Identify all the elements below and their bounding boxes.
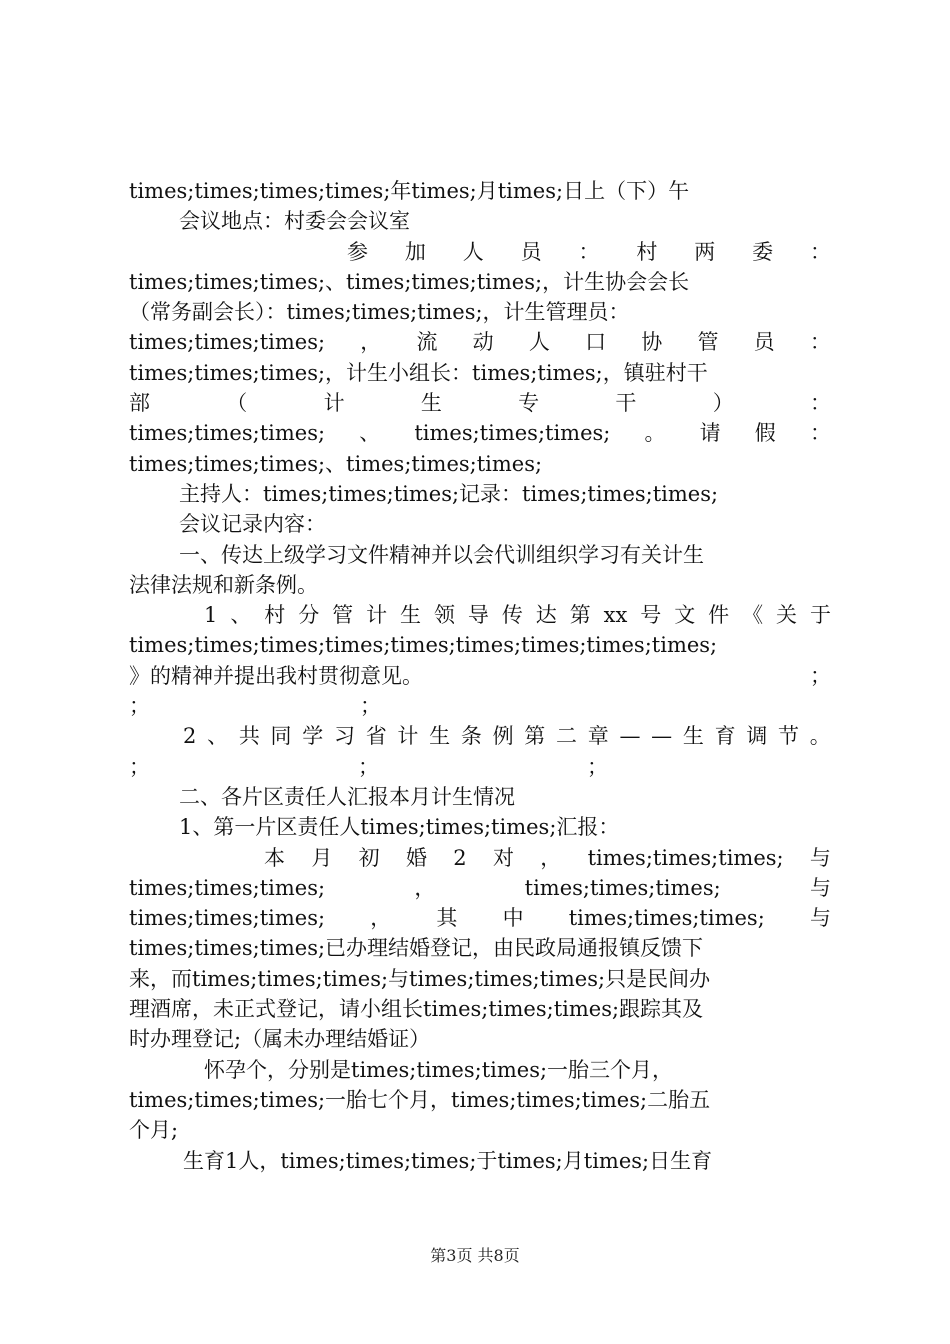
- text-line: 怀孕个，分别是times;times;times;一胎三个月，: [204, 1057, 674, 1082]
- text-token: 例: [492, 724, 514, 749]
- text-token: 关: [776, 603, 797, 628]
- text-token: ：: [809, 421, 831, 446]
- text-token: 节: [778, 724, 800, 749]
- text-token: 第: [524, 724, 546, 749]
- text-line: 个月;: [129, 1118, 179, 1143]
- text-token: 共: [238, 724, 260, 749]
- text-line: 来，而times;times;times;与times;times;times;只是民间办: [129, 966, 711, 991]
- text-token: times;times;times;: [587, 845, 784, 870]
- text-line: 会议地点：村委会会议室: [179, 209, 410, 234]
- text-line: [129, 752, 831, 782]
- text-line: times;times;times;、times;times;times;: [129, 451, 543, 476]
- text-token: 习: [333, 724, 355, 749]
- text-token: 导: [467, 603, 489, 628]
- text-line: 主持人：times;times;times;记录：times;times;times;: [179, 481, 719, 506]
- text-token: 传: [501, 603, 523, 628]
- text-token: 计: [366, 603, 388, 628]
- text-line: [129, 691, 831, 721]
- text-line: [129, 237, 831, 267]
- text-token: 、: [230, 603, 252, 628]
- text-token: ）: [712, 391, 734, 416]
- text-line: 法律法规和新条例。: [129, 572, 318, 597]
- text-line: [129, 843, 831, 873]
- text-token: （: [226, 391, 248, 416]
- text-token: 部: [129, 391, 150, 416]
- text-token: 计: [397, 724, 419, 749]
- text-token: ：: [810, 239, 831, 264]
- text-line: 理酒席，未正式登记，请小组长times;times;times;跟踪其及: [129, 997, 704, 1022]
- text-token: 》的精神并提出我村贯彻意见。: [129, 663, 423, 688]
- text-token: 生: [400, 603, 421, 628]
- text-token: times;times;times;: [129, 421, 326, 446]
- text-token: 、: [207, 724, 229, 749]
- text-token: 达: [535, 603, 557, 628]
- text-line: 时办理登记;（属未办理结婚证）: [129, 1027, 431, 1052]
- text-token: 员: [753, 330, 775, 355]
- text-token: 生: [429, 724, 451, 749]
- text-token: 专: [518, 391, 540, 416]
- text-token: 管: [332, 603, 354, 628]
- text-token: ：: [809, 330, 831, 355]
- text-token: 月: [311, 845, 333, 870]
- text-token: ：: [578, 239, 600, 264]
- text-line: [129, 327, 831, 357]
- text-token: ，: [360, 330, 382, 355]
- text-token: ，: [540, 845, 562, 870]
- text-line: times;times;times;已办理结婚登记，由民政局通报镇反馈下: [129, 936, 704, 961]
- document-body: [129, 176, 831, 1176]
- text-token: 生: [420, 391, 442, 416]
- text-line: [129, 661, 831, 691]
- text-token: 于: [809, 603, 831, 628]
- text-token: ；: [129, 694, 150, 719]
- text-token: 计: [323, 391, 345, 416]
- text-token: ：: [809, 391, 831, 416]
- text-token: 。: [644, 421, 666, 446]
- text-token: 其: [436, 906, 458, 931]
- text-token: 号: [640, 603, 662, 628]
- text-token: times;times;times;: [414, 421, 611, 446]
- text-line: [129, 903, 831, 933]
- text-line: 会议记录内容：: [179, 512, 326, 537]
- text-token: ；: [360, 694, 381, 719]
- text-token: times;times;times;: [568, 906, 765, 931]
- text-line: 生育1人，times;times;times;于times;月times;日生育: [183, 1148, 713, 1173]
- text-token: ，: [414, 875, 436, 900]
- text-token: 。: [809, 724, 831, 749]
- text-token: 章: [587, 724, 609, 749]
- text-token: 员: [520, 239, 542, 264]
- text-token: 口: [585, 330, 607, 355]
- text-line: times;times;times;times;年times;月times;日上（下）午: [129, 179, 690, 203]
- text-token: 人: [528, 330, 550, 355]
- text-token: times;times;times;: [129, 330, 326, 355]
- page-number: 第3页 共8页: [430, 1246, 520, 1265]
- text-token: 领: [433, 603, 455, 628]
- text-token: 第: [569, 603, 591, 628]
- text-token: 委: [752, 239, 774, 264]
- text-token: 2: [183, 724, 197, 749]
- text-token: 《: [742, 603, 764, 628]
- text-token: 村: [636, 239, 658, 264]
- text-token: times;times;times;: [129, 875, 326, 900]
- text-token: 村: [264, 603, 286, 628]
- text-token: 对: [492, 845, 514, 870]
- text-token: 干: [615, 391, 637, 416]
- text-token: 件: [708, 603, 730, 628]
- text-line: times;times;times;、times;times;times;，计生协会会长: [129, 269, 690, 294]
- text-token: 2: [453, 845, 467, 870]
- text-line: [129, 873, 831, 903]
- text-line: times;times;times;，计生小组长：times;times;，镇驻村干: [129, 360, 708, 385]
- text-line: [129, 418, 831, 448]
- text-line: times;times;times;一胎七个月，times;times;times;二胎五: [129, 1087, 711, 1112]
- text-token: 加: [404, 239, 426, 264]
- text-token: 人: [462, 239, 484, 264]
- text-token: 两: [694, 239, 716, 264]
- text-token: 婚: [405, 845, 427, 870]
- text-token: 与: [809, 875, 831, 900]
- text-token: 、: [359, 421, 381, 446]
- text-line: （常务副会长）：times;times;times;，计生管理员：: [129, 300, 630, 325]
- text-line: [129, 600, 831, 630]
- text-token: 动: [472, 330, 494, 355]
- text-line: 一、传达上级学习文件精神并以会代训组织学习有关计生: [179, 542, 704, 567]
- text-token: ；: [810, 663, 831, 688]
- text-token: 管: [697, 330, 719, 355]
- text-token: 二: [556, 724, 577, 749]
- text-token: 育: [714, 724, 736, 749]
- text-token: 条: [460, 724, 482, 749]
- text-token: 假: [754, 421, 776, 446]
- text-token: 文: [674, 603, 696, 628]
- text-token: 学: [302, 724, 324, 749]
- text-token: 分: [298, 603, 320, 628]
- text-token: 省: [365, 724, 387, 749]
- text-token: 同: [270, 724, 292, 749]
- text-token: 调: [746, 724, 768, 749]
- text-token: 与: [809, 906, 831, 931]
- text-line: 二、各片区责任人汇报本月计生情况: [179, 784, 515, 809]
- text-token: —: [619, 724, 641, 749]
- text-line: 1、第一片区责任人times;times;times;汇报：: [179, 815, 620, 840]
- text-token: 参: [347, 239, 368, 264]
- text-line: times;times;times;times;times;times;times;times;times;: [129, 633, 718, 658]
- text-token: 请: [699, 421, 721, 446]
- text-token: times;times;times;: [129, 906, 326, 931]
- text-token: 初: [358, 845, 380, 870]
- text-token: xx: [603, 603, 628, 628]
- text-token: ；: [129, 754, 150, 779]
- text-token: 协: [641, 330, 663, 355]
- text-token: times;times;times;: [524, 875, 721, 900]
- text-token: ，: [370, 906, 392, 931]
- text-token: 生: [682, 724, 704, 749]
- text-token: ；: [358, 754, 379, 779]
- text-token: ；: [587, 754, 608, 779]
- text-token: 本: [264, 845, 285, 870]
- text-token: 流: [416, 330, 438, 355]
- text-token: 中: [502, 906, 524, 931]
- text-line: [129, 721, 831, 751]
- text-token: 1: [204, 603, 218, 628]
- text-token: 与: [809, 845, 831, 870]
- text-token: —: [651, 724, 673, 749]
- text-line: [129, 388, 831, 418]
